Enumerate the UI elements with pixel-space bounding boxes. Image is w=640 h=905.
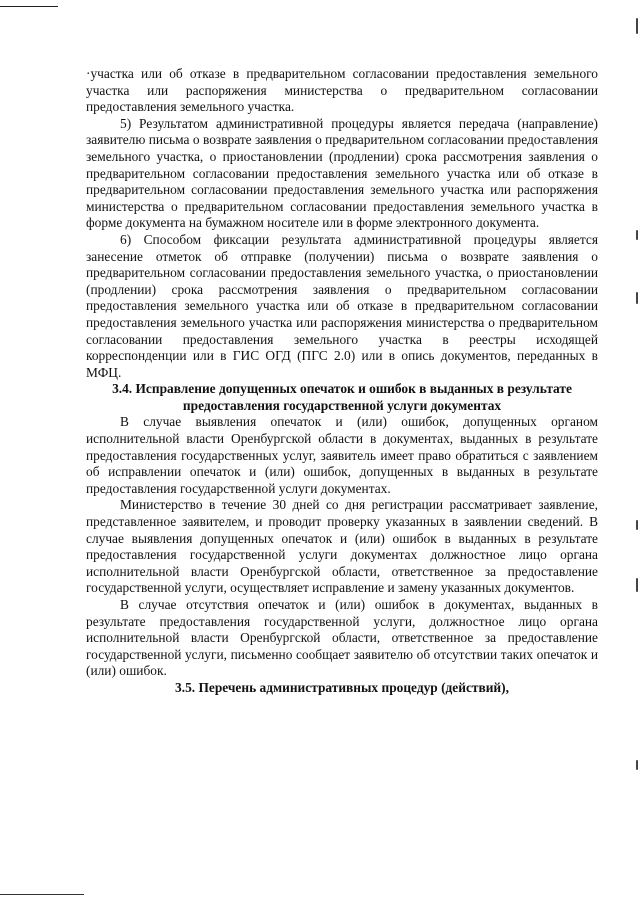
- top-rule-line: [0, 6, 58, 7]
- scan-edge-mark: [636, 230, 638, 240]
- scan-edge-mark: [636, 292, 638, 304]
- paragraph-3-4-a: В случае выявления опечаток и (или) ошибок, допущенных органом исполнительной власти Оренбургской области в документах, выданных в результате предоставления государственных услуг, заявитель имеет право обратиться с заявлением об исправлении опечаток и (или) ошибок, допущенных в выданных в результате предоставления государственной услуги документах.: [86, 414, 598, 496]
- paragraph-item-6: 6) Способом фиксации результата административной процедуры является занесение отметок об отправке (получении) письма о возврате заявления о предварительном согласовании предоставления земельного участка, о приостановлении (продлении) срока рассмотрения заявления о предварительном согласовании предоставления земельного участка или об отказе в предварительном согласовании предоставления земельного участка или распоряжения министерства о предварительном согласовании предоставления земельного участка в реестры исходящей корреспонденции или в ГИС ОГД (ПГС 2.0) или в опись документов, переданных в МФЦ.: [86, 231, 598, 380]
- footnote-rule-line: [0, 894, 84, 895]
- scan-edge-mark: [636, 18, 638, 34]
- scan-edge-mark: [636, 760, 638, 770]
- scan-edge-mark: [636, 520, 638, 530]
- section-heading-3-5: 3.5. Перечень административных процедур (действий),: [175, 679, 509, 695]
- paragraph-item-5: 5) Результатом административной процедуры является передача (направление) заявителю письма о возврате заявления о предварительном согласовании предоставления земельного участка, о приостановлении (продлении) срока рассмотрения заявления о предварительном согласовании предоставления земельного участка или об отказе в предварительном согласовании предоставления земельного участка или распоряжения министерства о предварительном согласовании предоставления земельного участка в форме документа на бумажном носителе или в форме электронного документа.: [86, 115, 598, 231]
- paragraph-continuation: ·участка или об отказе в предварительном согласовании предоставления земельного участка или распоряжения министерства о предварительном согласовании предоставления земельного участка.: [86, 66, 598, 115]
- section-heading-3-4: 3.4. Исправление допущенных опечаток и ошибок в выданных в результате предоставления государственной услуги документах: [112, 381, 572, 413]
- paragraph-3-4-b: Министерство в течение 30 дней со дня регистрации рассматривает заявление, представленное заявителем, и проводит проверку указанных в заявлении сведений. В случае выявления допущенных опечаток и (или) ошибок в выданных в результате предоставления государственной услуги документах должностное лицо органа исполнительной власти Оренбургской области, ответственное за предоставление государственной услуги, осуществляет исправление и замену указанных документов.: [86, 497, 598, 596]
- scan-edge-mark: [636, 578, 638, 592]
- document-body: [86, 66, 598, 697]
- paragraph-3-4-c: В случае отсутствия опечаток и (или) ошибок в документах, выданных в результате предоставления государственной услуги, должностное лицо органа исполнительной власти Оренбургской области, ответственное за предоставление государственной услуги, письменно сообщает заявителю об отсутствии таких опечаток и (или) ошибок.: [86, 597, 598, 679]
